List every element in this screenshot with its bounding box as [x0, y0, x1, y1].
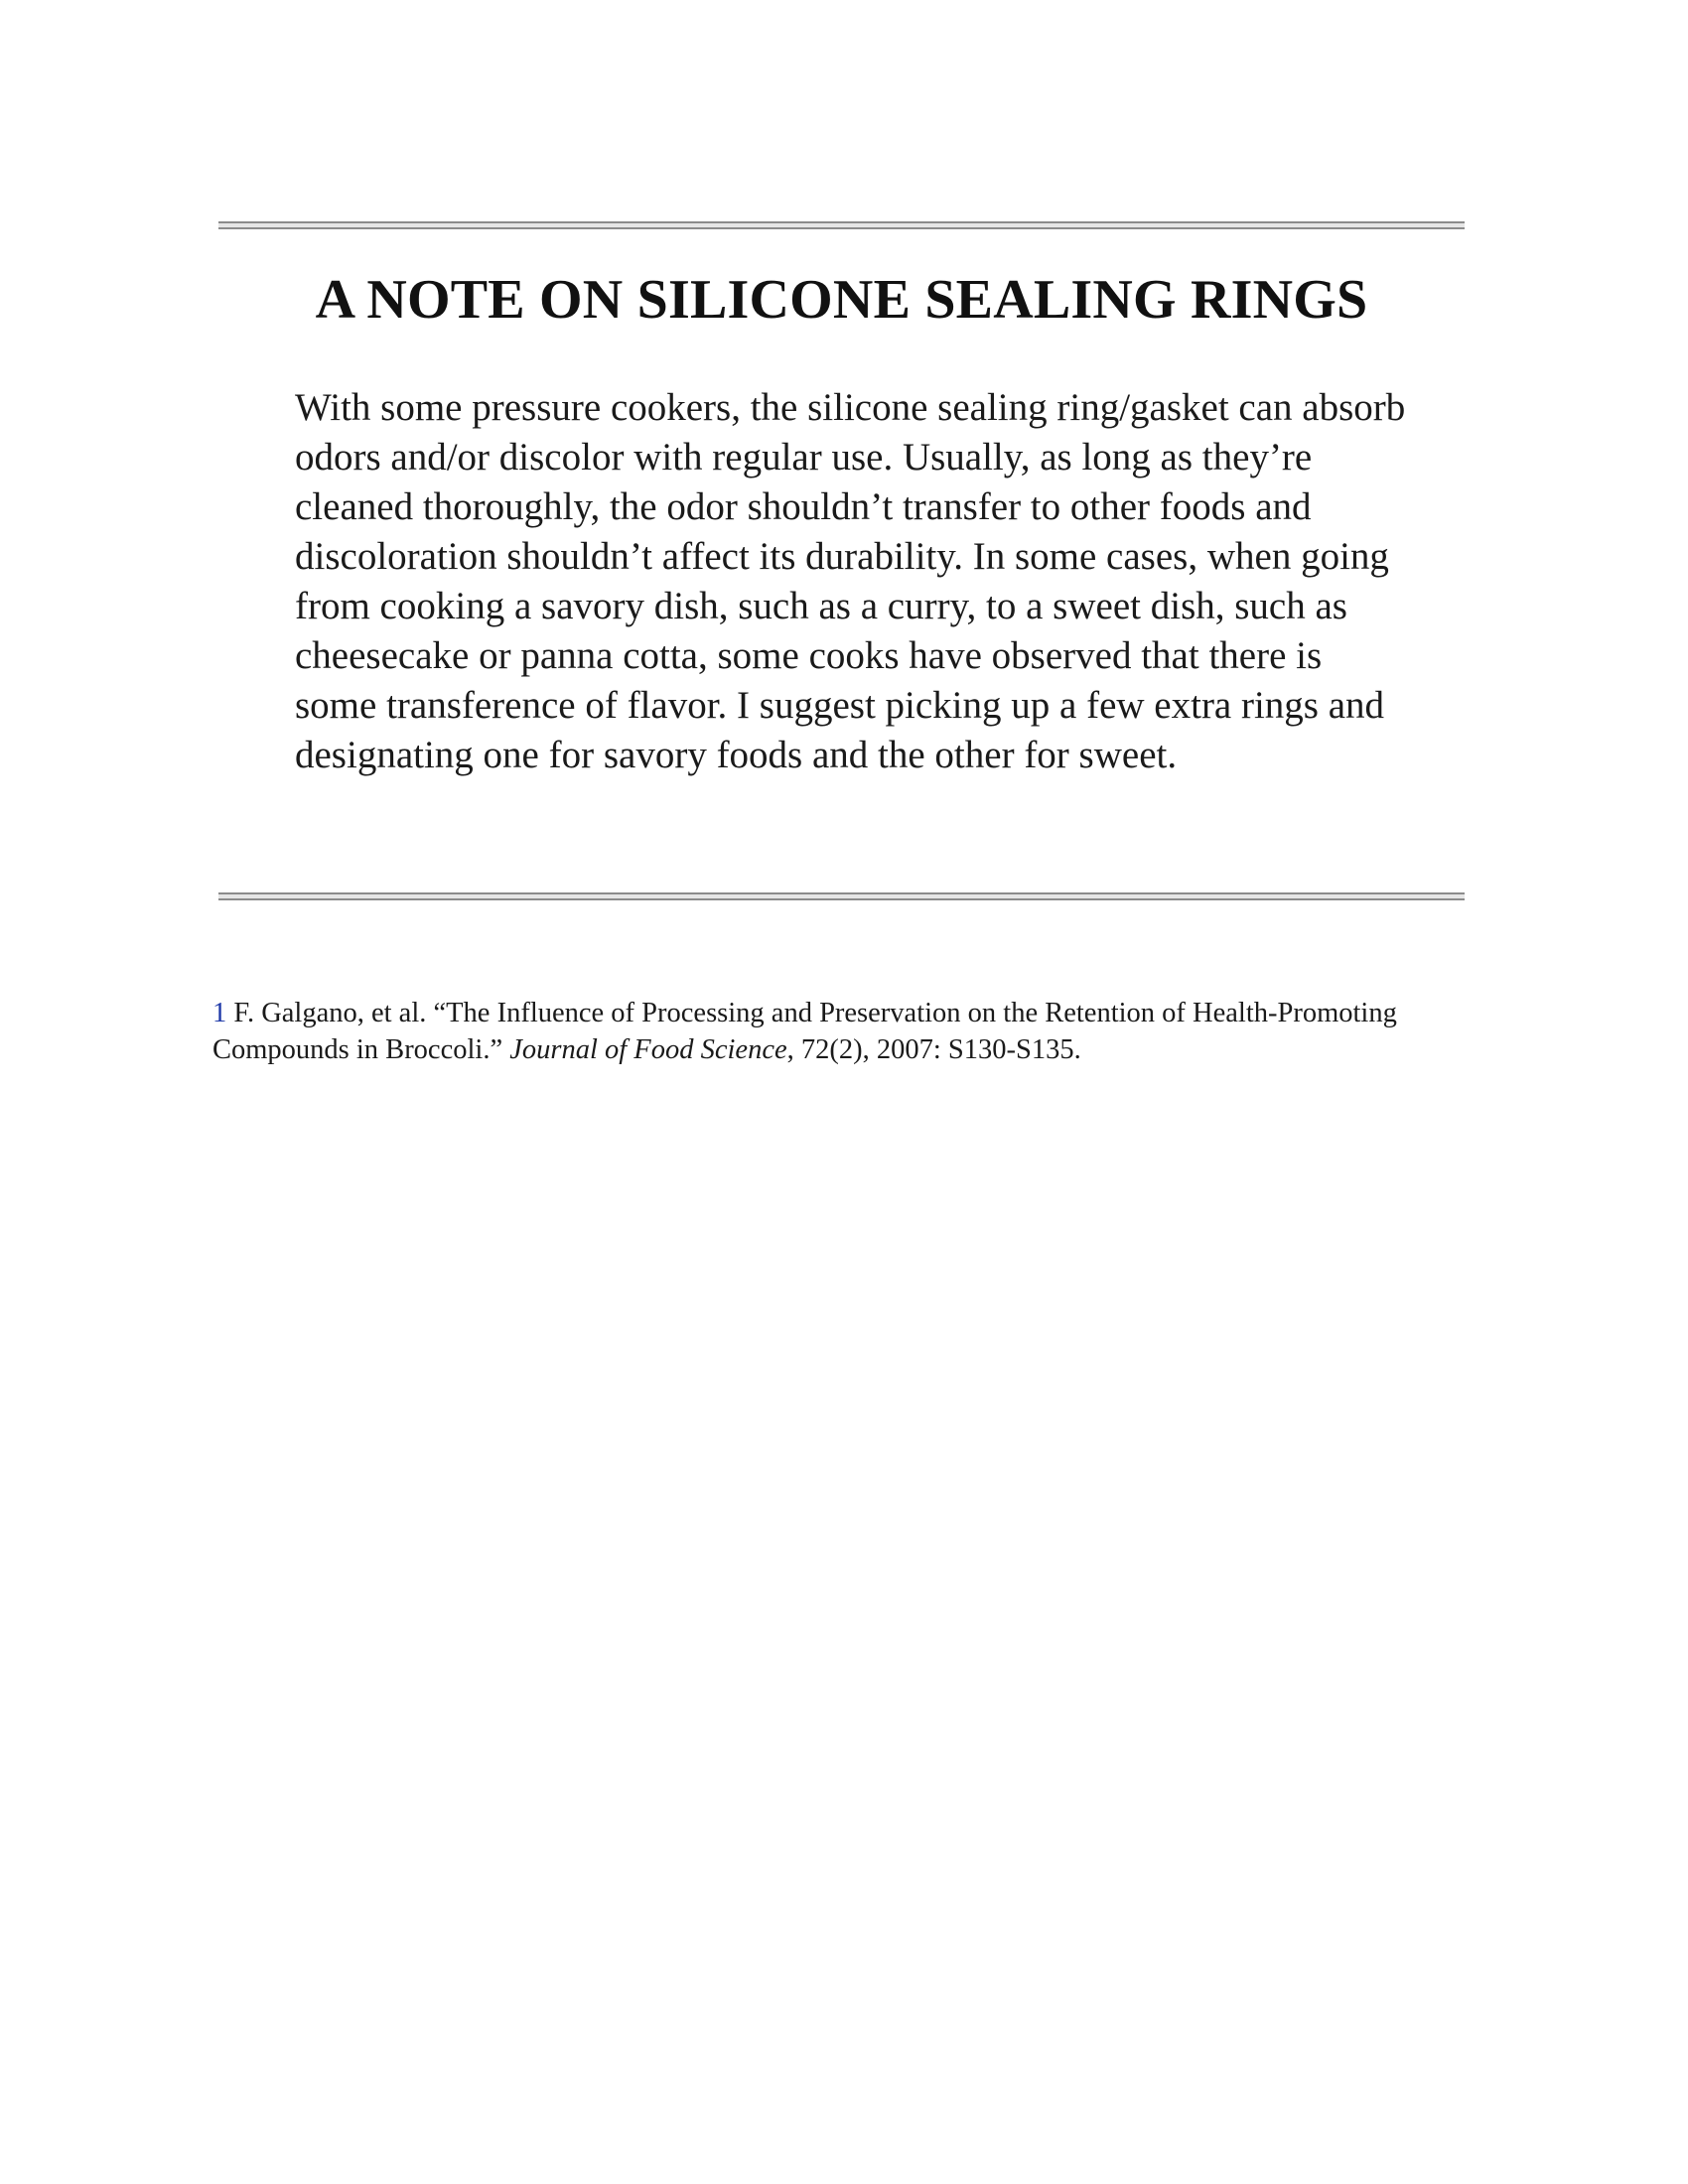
sidebar-bottom-rule [218, 892, 1465, 900]
sidebar-title: A NOTE ON SILICONE SEALING RINGS [315, 269, 1368, 331]
footnote-journal-title: Journal of Food Science [509, 1034, 787, 1065]
footnote-citation-details: , 72(2), 2007: S130-S135. [786, 1034, 1081, 1065]
footnote [212, 995, 1483, 1068]
sidebar-body-text: With some pressure cookers, the silicone sealing ring/gasket can absorb odors and/or discolor with regular use. Usually, as long as they’re cleaned thoroughly, the odor shouldn’t transfer to other foods and discoloration shouldn’t affect its durability. In some cases, when going from cooking a savory dish, such as a curry, to a sweet dish, such as cheesecake or panna cotta, some cooks have observed that there is some transference of flavor. I suggest picking up a few extra rings and designating one for savory foods and the other for sweet. [295, 386, 1406, 776]
footnote-marker-link[interactable]: 1 [212, 998, 227, 1028]
sidebar-top-rule [218, 221, 1465, 229]
footnote-citation-text: F. Galgano, et al. “The Influence of Processing and Preservation on the Retention of Health-Promoting Compounds in Broccoli.” [212, 998, 1397, 1065]
